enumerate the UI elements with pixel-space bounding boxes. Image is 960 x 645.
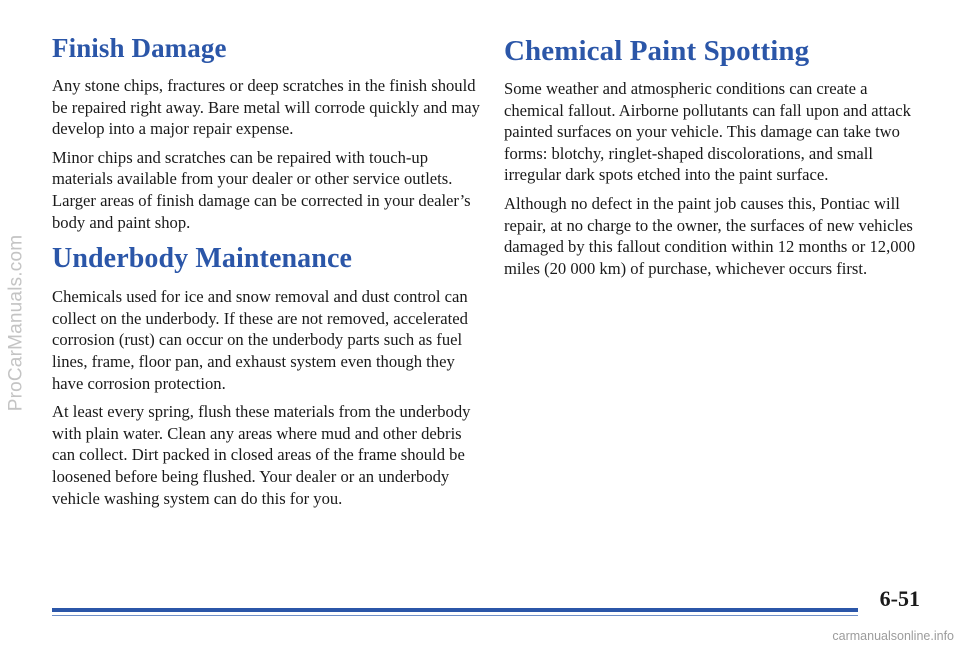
right-column <box>504 30 929 279</box>
footer-rule <box>52 608 920 614</box>
underbody-maintenance-heading: Underbody Maintenance <box>52 243 352 275</box>
finish-damage-paragraph-2: Minor chips and scratches can be repaired with touch-up materials available from your dealer or other service outlets. Larger areas of finish damage can be corrected in your dealer’s body and paint shop. <box>52 147 471 232</box>
chemical-paint-paragraph-2: Although no defect in the paint job causes this, Pontiac will repair, at no charge to the owner, the surfaces of new vehicles damaged by this fallout condition within 12 months or 12,000 miles (20 000 km) of purchase, whichever occurs first. <box>504 193 916 278</box>
underbody-maintenance-section <box>52 241 482 509</box>
underbody-paragraph-1: Chemicals used for ice and snow removal and dust control can collect on the underbody. If these are not removed, accelerated corrosion (rust) can occur on the underbody parts such as fuel lines, frame, floor pan, and exhaust system even though they have corrosion protection. <box>52 287 468 393</box>
bottom-watermark: carmanualsonline.info <box>832 629 954 643</box>
finish-damage-paragraph-1: Any stone chips, fractures or deep scratches in the finish should be repaired right away. Bare metal will corrode quickly and may develop into a major repair expense. <box>52 76 480 139</box>
finish-damage-heading: Finish Damage <box>52 33 227 63</box>
side-watermark-text: ProCarManuals.com <box>5 234 27 411</box>
footer-rule-thin <box>52 615 858 616</box>
footer-rule-thick <box>52 608 858 612</box>
underbody-paragraph-2: At least every spring, flush these materials from the underbody with plain water. Clean any areas where mud and other debris can collect. Dirt packed in closed areas of the frame should be loosened before being flushed. Your dealer or an underbody vehicle washing system can do this for you. <box>52 402 471 508</box>
chemical-paint-spotting-heading: Chemical Paint Spotting <box>504 35 810 67</box>
left-column <box>52 30 482 509</box>
finish-damage-section <box>52 30 482 233</box>
side-watermark <box>2 0 30 645</box>
chemical-paint-paragraph-1: Some weather and atmospheric conditions can create a chemical fallout. Airborne pollutants can fall upon and attack painted surfaces on your vehicle. This damage can take two forms: blotchy, ringlet-shaped discolorations, and small irregular dark spots etched into the paint surface. <box>504 79 911 185</box>
chemical-paint-spotting-section <box>504 33 929 279</box>
page-number: 6-51 <box>879 586 920 611</box>
